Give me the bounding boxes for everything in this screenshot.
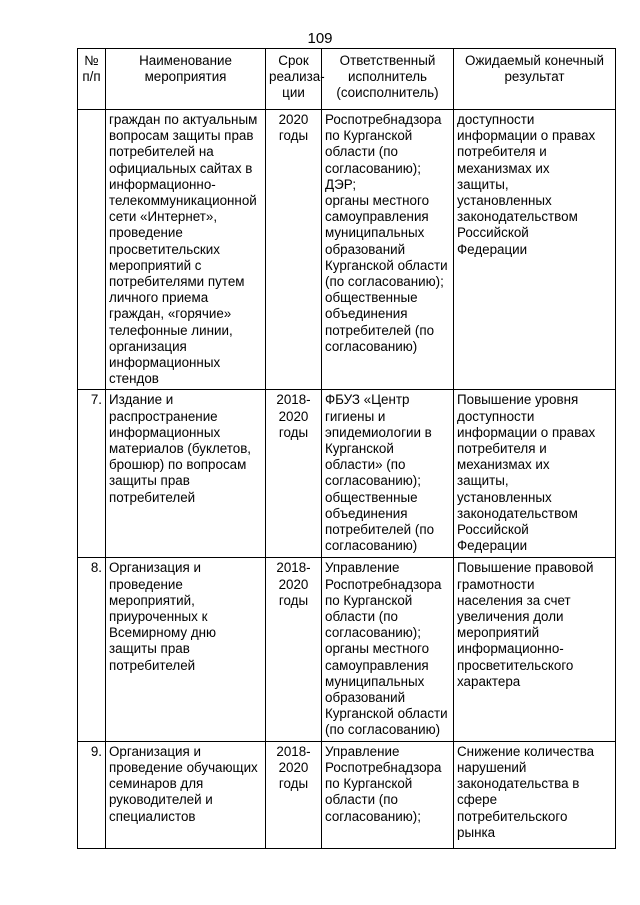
- header-executor: Ответственный исполнитель (соисполнитель): [322, 49, 454, 110]
- row-term: 2020 годы: [266, 110, 322, 390]
- header-result: Ожидаемый конечный результат: [454, 49, 616, 110]
- table-header-row: [78, 49, 616, 110]
- row-result: доступности информации о правах потребителя и механизмах их защиты, установленных законодательством Российской Федерации: [454, 110, 616, 390]
- row-executor: Роспотребнадзора по Курганской области (по согласованию); ДЭР; органы местного самоуправления муниципальных образований Курганской области (по согласованию); общественные объединения потребителей (по согласованию): [322, 110, 454, 390]
- table-row: [78, 390, 616, 558]
- table-row: [78, 558, 616, 741]
- row-term: 2018- 2020 годы: [266, 558, 322, 741]
- row-num: 9.: [78, 741, 106, 848]
- row-num: 8.: [78, 558, 106, 741]
- measures-table: [77, 48, 616, 849]
- header-name: Наименование мероприятия: [106, 49, 266, 110]
- row-executor: ФБУЗ «Центр гигиены и эпидемиологии в Курганской области» (по согласованию); общественные объединения потребителей (по согласованию): [322, 390, 454, 558]
- header-term: Срок реализа- ции: [266, 49, 322, 110]
- row-executor: Управление Роспотребнадзора по Курганской области (по согласованию);: [322, 741, 454, 848]
- row-term: 2018- 2020 годы: [266, 741, 322, 848]
- row-term: 2018- 2020 годы: [266, 390, 322, 558]
- row-result: Снижение количества нарушений законодательства в сфере потребительского рынка: [454, 741, 616, 848]
- row-result: Повышение уровня доступности информации о правах потребителя и механизмах их защиты, установленных законодательством Российской Федерации: [454, 390, 616, 558]
- row-num: 7.: [78, 390, 106, 558]
- row-name: Издание и распространение информационных материалов (буклетов, брошюр) по вопросам защиты прав потребителей: [106, 390, 266, 558]
- row-name: граждан по актуальным вопросам защиты прав потребителей на официальных сайтах в информационно- телекоммуникационной сети «Интернет», проведение просветительских мероприятий с потребителями путем личного приема граждан, «горячие» телефонные линии, организация информационных стендов: [106, 110, 266, 390]
- row-num: [78, 110, 106, 390]
- row-name: Организация и проведение обучающих семинаров для руководителей и специалистов: [106, 741, 266, 848]
- table-row: [78, 741, 616, 848]
- row-executor: Управление Роспотребнадзора по Курганской области (по согласованию); органы местного самоуправления муниципальных образований Курганской области (по согласованию): [322, 558, 454, 741]
- header-num: № п/п: [78, 49, 106, 110]
- row-result: Повышение правовой грамотности населения за счет увеличения доли мероприятий информационно- просветительского характера: [454, 558, 616, 741]
- page-number: 109: [307, 30, 333, 47]
- row-name: Организация и проведение мероприятий, приуроченных к Всемирному дню защиты прав потребителей: [106, 558, 266, 741]
- table-row: [78, 110, 616, 390]
